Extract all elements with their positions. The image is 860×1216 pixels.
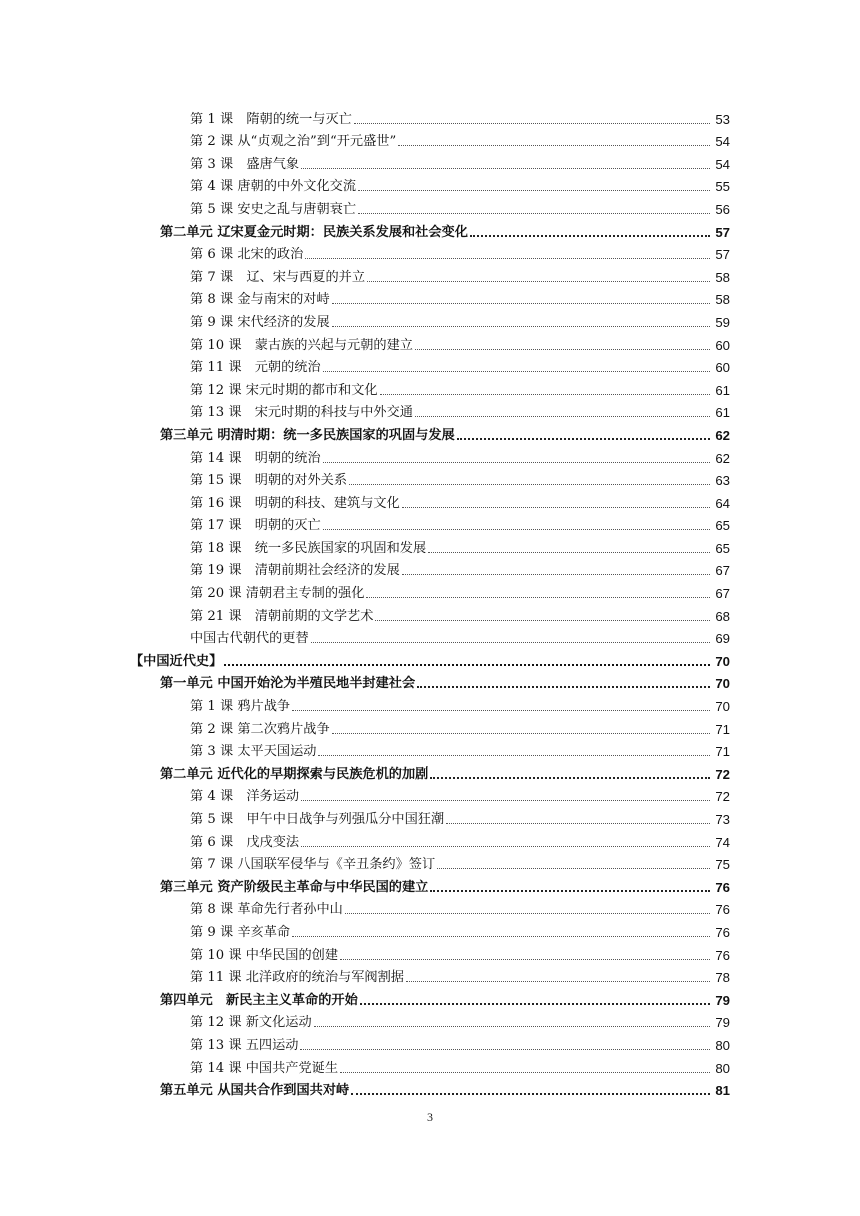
dot-leader [358, 199, 710, 214]
toc-entry-title: 第 14 课 明朝的统治 [190, 450, 321, 466]
toc-entry-page-number: 70 [715, 653, 730, 669]
toc-entry-page-number: 65 [715, 540, 730, 556]
toc-entry-title: 第 10 课 中华民国的创建 [190, 947, 339, 963]
toc-entry-title: 第 4 课 唐朝的中外文化交流 [190, 179, 357, 195]
toc-entry-title: 第 11 课 北洋政府的统治与军阀割据 [190, 970, 404, 986]
toc-entry-page-number: 61 [715, 382, 730, 398]
dot-leader [380, 380, 710, 395]
toc-entry-title: 中国古代朝代的更替 [190, 631, 309, 647]
dot-leader [301, 786, 710, 801]
toc-entry-lesson[interactable] [130, 488, 730, 511]
dot-leader [340, 1058, 710, 1073]
toc-entry-title: 第 8 课 革命先行者孙中山 [190, 902, 343, 918]
toc-entry-lesson[interactable] [130, 1008, 730, 1031]
toc-entry-lesson[interactable] [130, 511, 730, 534]
dot-leader [354, 109, 710, 124]
dot-leader [437, 854, 710, 869]
dot-leader [415, 335, 710, 350]
toc-entry-page-number: 56 [715, 201, 730, 217]
toc-entry-page-number: 79 [715, 992, 730, 1008]
toc-entry-title: 第 6 课 北宋的政治 [190, 247, 304, 263]
dot-leader [360, 989, 710, 1005]
toc-entry-lesson[interactable] [130, 578, 730, 601]
toc-entry-lesson[interactable] [130, 601, 730, 624]
toc-entry-page-number: 59 [715, 314, 730, 330]
toc-entry-lesson[interactable] [130, 804, 730, 827]
toc-entry-lesson[interactable] [130, 737, 730, 760]
toc-entry-lesson[interactable] [130, 782, 730, 805]
toc-entry-lesson[interactable] [130, 1053, 730, 1076]
toc-entry-page-number: 61 [715, 405, 730, 421]
toc-entry-unit[interactable] [130, 420, 730, 443]
dot-leader [300, 1035, 710, 1050]
toc-entry-lesson[interactable] [130, 262, 730, 285]
toc-entry-lesson[interactable] [130, 917, 730, 940]
toc-entry-page-number: 76 [715, 902, 730, 918]
toc-entry-title: 第 1 课 鸦片战争 [190, 699, 291, 715]
dot-leader [402, 493, 710, 508]
table-of-contents [130, 104, 730, 1098]
toc-entry-page-number: 58 [715, 292, 730, 308]
toc-entry-lesson[interactable] [130, 691, 730, 714]
toc-entry-lesson[interactable] [130, 1030, 730, 1053]
toc-entry-page-number: 70 [715, 699, 730, 715]
toc-entry-unit[interactable] [130, 1076, 730, 1099]
toc-entry-unit[interactable] [130, 759, 730, 782]
toc-entry-title: 第 3 课 盛唐气象 [190, 156, 300, 172]
toc-entry-lesson[interactable] [130, 466, 730, 489]
toc-entry-page-number: 76 [715, 924, 730, 940]
toc-entry-title: 第一单元 中国开始沦为半殖民地半封建社会 [160, 676, 416, 692]
toc-entry-page-number: 72 [715, 789, 730, 805]
toc-entry-page-number: 71 [715, 721, 730, 737]
toc-entry-page-number: 58 [715, 269, 730, 285]
toc-entry-title: 第三单元 资产阶级民主革命与中华民国的建立 [160, 879, 429, 895]
dot-leader [457, 424, 710, 440]
toc-entry-title: 第 19 课 清朝前期社会经济的发展 [190, 563, 400, 579]
dot-leader [305, 244, 710, 259]
toc-entry-title: 第 10 课 蒙古族的兴起与元朝的建立 [190, 337, 413, 353]
dot-leader [311, 628, 710, 643]
toc-entry-lesson[interactable] [130, 104, 730, 127]
toc-entry-title: 第二单元 近代化的早期探索与民族危机的加剧 [160, 766, 429, 782]
dot-leader [345, 899, 710, 914]
toc-entry-page-number: 55 [715, 179, 730, 195]
toc-entry-lesson[interactable] [130, 963, 730, 986]
page-number: 3 [427, 1110, 433, 1124]
dot-leader [446, 809, 710, 824]
toc-entry-page-number: 54 [715, 134, 730, 150]
toc-entry-title: 第 21 课 清朝前期的文学艺术 [190, 608, 374, 624]
toc-entry-page-number: 70 [715, 676, 730, 692]
toc-entry-lesson[interactable] [130, 398, 730, 421]
dot-leader [301, 832, 710, 847]
toc-entry-page-number: 57 [715, 247, 730, 263]
toc-entry-title: 第 12 课 新文化运动 [190, 1015, 312, 1031]
toc-entry-title: 第 3 课 太平天国运动 [190, 744, 317, 760]
toc-entry-lesson[interactable] [130, 850, 730, 873]
toc-entry-lesson[interactable] [130, 714, 730, 737]
toc-entry-title: 第 2 课 从“贞观之治”到“开元盛世” [190, 134, 397, 150]
toc-entry-title: 第 6 课 戊戌变法 [190, 834, 300, 850]
toc-entry-title: 第四单元 新民主主义革命的开始 [160, 992, 358, 1008]
toc-entry-page-number: 80 [715, 1037, 730, 1053]
dot-leader [349, 470, 710, 485]
dot-leader [367, 267, 710, 282]
dot-leader [332, 312, 710, 327]
toc-entry-title: 第 20 课 清朝君主专制的强化 [190, 586, 365, 602]
dot-leader [323, 515, 710, 530]
toc-entry-title: 【中国近代史】 [130, 653, 223, 669]
toc-entry-lesson[interactable] [130, 443, 730, 466]
dot-leader [415, 402, 710, 417]
toc-entry-title: 第 2 课 第二次鸦片战争 [190, 721, 330, 737]
dot-leader [366, 583, 710, 598]
toc-entry-title: 第 4 课 洋务运动 [190, 789, 300, 805]
toc-entry-page-number: 81 [715, 1083, 730, 1099]
toc-entry-page-number: 76 [715, 947, 730, 963]
toc-entry-unit[interactable] [130, 985, 730, 1008]
toc-entry-lesson[interactable] [130, 194, 730, 217]
toc-entry-title: 第 18 课 统一多民族国家的巩固和发展 [190, 540, 427, 556]
dot-leader [375, 606, 710, 621]
toc-entry-page-number: 74 [715, 834, 730, 850]
dot-leader [430, 876, 710, 892]
toc-entry-title: 第五单元 从国共合作到国共对峙 [160, 1083, 350, 1099]
toc-entry-title: 第 1 课 隋朝的统一与灭亡 [190, 111, 352, 127]
dot-leader [314, 1012, 710, 1027]
toc-entry-lesson[interactable] [130, 307, 730, 330]
toc-entry-part[interactable] [130, 646, 730, 669]
toc-entry-title: 第 5 课 安史之乱与唐朝衰亡 [190, 201, 357, 217]
toc-entry-page-number: 62 [715, 427, 730, 443]
toc-entry-lesson[interactable] [130, 895, 730, 918]
dot-leader [323, 448, 710, 463]
toc-entry-lesson[interactable] [130, 940, 730, 963]
toc-entry-page-number: 75 [715, 857, 730, 873]
dot-leader [430, 763, 710, 779]
toc-entry-unit[interactable] [130, 872, 730, 895]
dot-leader [318, 741, 710, 756]
dot-leader [417, 672, 710, 688]
toc-entry-title: 第二单元 辽宋夏金元时期：民族关系发展和社会变化 [160, 224, 468, 240]
toc-entry-title: 第 9 课 辛亥革命 [190, 924, 291, 940]
toc-entry-page-number: 54 [715, 156, 730, 172]
toc-entry-lesson[interactable] [130, 827, 730, 850]
dot-leader [292, 696, 710, 711]
dot-leader [402, 560, 710, 575]
toc-entry-lesson[interactable] [130, 330, 730, 353]
toc-entry-page-number: 67 [715, 563, 730, 579]
dot-leader [358, 176, 710, 191]
toc-entry-lesson[interactable] [130, 533, 730, 556]
toc-entry-lesson[interactable] [130, 375, 730, 398]
toc-entry-unit[interactable] [130, 217, 730, 240]
dot-leader [323, 357, 710, 372]
toc-entry-title: 第 15 课 明朝的对外关系 [190, 473, 348, 489]
dot-leader [428, 538, 710, 553]
dot-leader [224, 650, 710, 666]
toc-entry-page-number: 62 [715, 450, 730, 466]
toc-entry-lesson[interactable] [130, 285, 730, 308]
toc-entry-lesson[interactable] [130, 624, 730, 647]
toc-entry-title: 第三单元 明清时期：统一多民族国家的巩固与发展 [160, 427, 455, 443]
dot-leader [292, 922, 710, 937]
toc-entry-page-number: 63 [715, 473, 730, 489]
toc-entry-lesson[interactable] [130, 127, 730, 150]
toc-entry-page-number: 72 [715, 766, 730, 782]
toc-entry-lesson[interactable] [130, 149, 730, 172]
toc-entry-page-number: 69 [715, 631, 730, 647]
toc-entry-page-number: 78 [715, 970, 730, 986]
toc-entry-title: 第 7 课 辽、宋与西夏的并立 [190, 269, 366, 285]
toc-entry-page-number: 65 [715, 518, 730, 534]
dot-leader [470, 221, 710, 237]
toc-entry-title: 第 5 课 甲午中日战争与列强瓜分中国狂潮 [190, 812, 445, 827]
toc-entry-title: 第 17 课 明朝的灭亡 [190, 518, 321, 534]
toc-entry-page-number: 67 [715, 586, 730, 602]
toc-entry-page-number: 68 [715, 608, 730, 624]
toc-entry-lesson[interactable] [130, 240, 730, 263]
toc-entry-lesson[interactable] [130, 353, 730, 376]
dot-leader [332, 719, 710, 734]
toc-entry-page-number: 71 [715, 744, 730, 760]
toc-entry-page-number: 57 [715, 224, 730, 240]
toc-entry-page-number: 60 [715, 360, 730, 376]
toc-entry-title: 第 12 课 宋元时期的都市和文化 [190, 382, 378, 398]
dot-leader [332, 289, 710, 304]
toc-entry-page-number: 76 [715, 879, 730, 895]
toc-entry-page-number: 73 [715, 812, 730, 827]
toc-entry-page-number: 60 [715, 337, 730, 353]
toc-entry-title: 第 14 课 中国共产党诞生 [190, 1060, 339, 1076]
toc-entry-title: 第 9 课 宋代经济的发展 [190, 314, 330, 330]
toc-entry-page-number: 53 [715, 111, 730, 127]
toc-entry-lesson[interactable] [130, 172, 730, 195]
toc-entry-title: 第 13 课 宋元时期的科技与中外交通 [190, 405, 413, 421]
dot-leader [398, 131, 710, 146]
toc-entry-lesson[interactable] [130, 556, 730, 579]
toc-entry-unit[interactable] [130, 669, 730, 692]
dot-leader [406, 967, 710, 982]
dot-leader [301, 154, 710, 169]
dot-leader [351, 1079, 710, 1095]
dot-leader [340, 945, 710, 960]
toc-entry-page-number: 64 [715, 495, 730, 511]
toc-entry-title: 第 7 课 八国联军侵华与《辛丑条约》签订 [190, 857, 436, 873]
toc-entry-page-number: 80 [715, 1060, 730, 1076]
toc-entry-page-number: 79 [715, 1015, 730, 1031]
toc-entry-title: 第 13 课 五四运动 [190, 1037, 299, 1053]
toc-entry-title: 第 8 课 金与南宋的对峙 [190, 292, 330, 308]
toc-entry-title: 第 16 课 明朝的科技、建筑与文化 [190, 495, 400, 511]
toc-entry-title: 第 11 课 元朝的统治 [190, 360, 321, 376]
